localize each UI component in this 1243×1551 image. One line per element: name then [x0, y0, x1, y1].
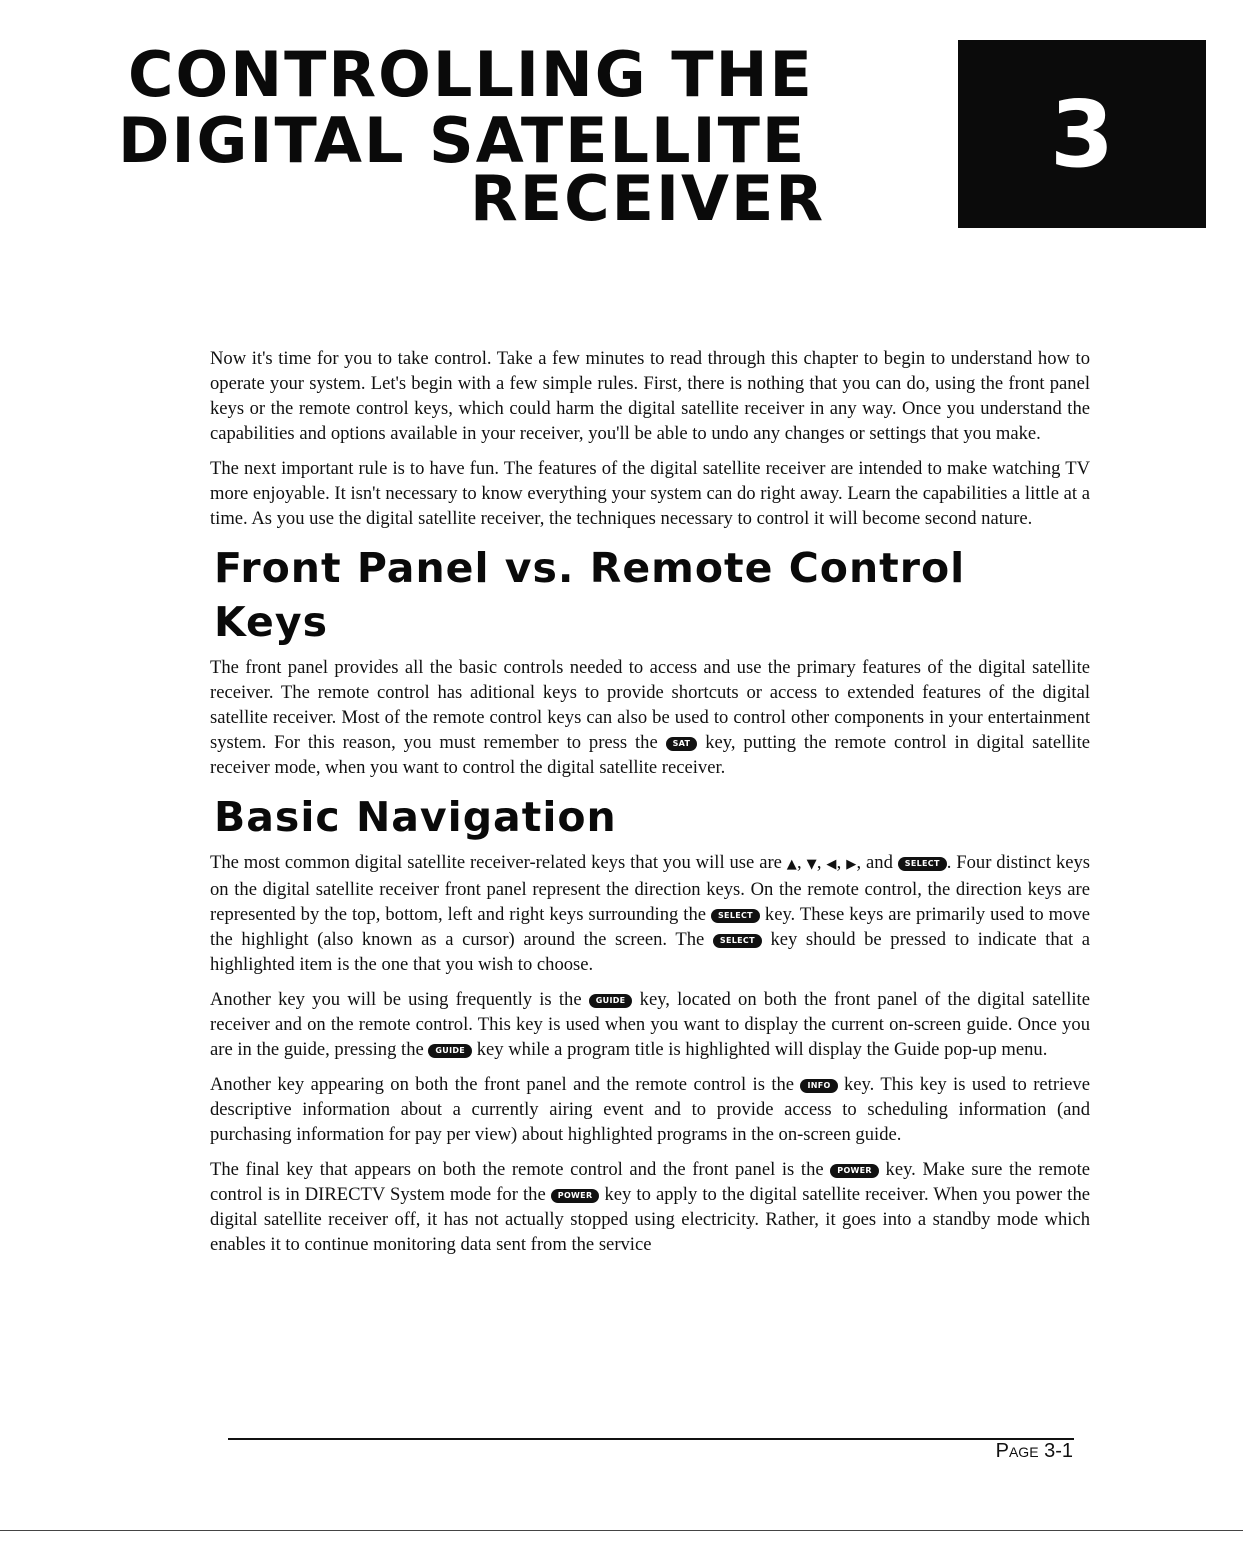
- intro-paragraph-2: The next important rule is to have fun. The features of the digital satellite receiver are intended to make watching TV more enjoyable. It isn't necessary to know everything your system can do right away. Learn the capabilities a little at a time. As you use the digital satellite receiver, the techniques necessary to control it will become second nature.: [210, 458, 1090, 529]
- chapter-number-box: [958, 40, 1206, 228]
- power-key-icon: POWER: [830, 1164, 879, 1178]
- front-panel-paragraph: [210, 655, 1090, 780]
- text-run: key. These keys are primarily used to move the highlight (also known as a cursor) around the screen. The: [210, 904, 1090, 950]
- text-run: key should be pressed to indicate that a highlighted item is the one that you wish to choose.: [210, 929, 1090, 975]
- power-key-icon: POWER: [551, 1189, 600, 1203]
- left-arrow-icon: ◀: [826, 857, 837, 872]
- chapter-title-line-1: CONTROLLING THE: [128, 38, 814, 111]
- page-number: [996, 1440, 1073, 1463]
- chapter-title-line-3: RECEIVER: [470, 162, 826, 235]
- separator: ,: [816, 852, 827, 873]
- text-run: . Four distinct keys on the digital satellite receiver front panel represent the direction keys. On the remote control, the direction keys are represented by the top, bottom, left and right keys surrounding the: [210, 852, 1091, 925]
- scan-edge-line: [0, 1530, 1243, 1531]
- text-run: key, putting the remote control in digital satellite receiver mode, when you want to control the digital satellite receiver.: [210, 732, 1090, 778]
- section-heading-basic-navigation: Basic Navigation: [214, 793, 617, 841]
- text-run: Another key you will be using frequently is the: [210, 989, 582, 1010]
- separator: ,: [797, 852, 807, 873]
- text-run: The final key that appears on both the remote control and the front panel is the: [210, 1159, 824, 1180]
- down-arrow-icon: ▼: [806, 857, 817, 872]
- footer-divider: [228, 1438, 1074, 1440]
- right-arrow-icon: ▶: [846, 857, 857, 872]
- up-arrow-icon: ▲: [786, 857, 798, 872]
- navigation-paragraph-3: [210, 1072, 1090, 1147]
- text-run: The front panel provides all the basic controls needed to access and use the primary features of the digital satellite receiver. The remote control has aditional keys to provide shortcuts or access to extended features of the digital satellite receiver. Most of the remote control keys can also be used to control other components in your entertainment system. For this reason, you must remember to press the: [210, 657, 1090, 753]
- chapter-number: 3: [1049, 80, 1114, 188]
- separator: ,: [836, 852, 847, 873]
- page-word: Page: [995, 1440, 1039, 1462]
- navigation-paragraph-4: [210, 1157, 1090, 1257]
- text-run: The most common digital satellite receiver-related keys that you will use are: [210, 852, 782, 873]
- section-heading-front-panel: Front Panel vs. Remote Control Keys: [214, 544, 966, 646]
- text-run: , and: [856, 852, 893, 873]
- info-key-icon: INFO: [800, 1079, 837, 1093]
- text-run: key to apply to the digital satellite receiver. When you power the digital satellite receiver off, it has not actually stopped using electricity. Rather, it goes into a standby mode which enables it to continue monitoring data sent from the service: [210, 1184, 1091, 1255]
- sat-key-icon: SAT: [666, 737, 698, 751]
- select-key-icon: SELECT: [713, 934, 762, 948]
- page-number-value: 3-1: [1044, 1440, 1073, 1462]
- chapter-title-line-2: DIGITAL SATELLITE: [118, 104, 807, 177]
- navigation-paragraph-1: [210, 850, 1090, 977]
- select-key-icon: SELECT: [711, 909, 760, 923]
- text-run: key while a program title is highlighted will display the Guide pop-up menu.: [476, 1039, 1048, 1060]
- select-key-icon: SELECT: [898, 857, 947, 871]
- text-run: key. Make sure the remote control is in DIRECTV System mode for the: [210, 1159, 1090, 1205]
- page-content: [210, 346, 1090, 1267]
- text-run: key. This key is used to retrieve descriptive information about a currently airing event and to provide access to scheduling information (and purchasing information for pay per view) about highlighted programs in the on-screen guide.: [210, 1074, 1090, 1145]
- text-run: key, located on both the front panel of the digital satellite receiver and on the remote control. This key is used when you want to display the current on-screen guide. Once you are in the guide, pressing the: [210, 989, 1090, 1060]
- guide-key-icon: GUIDE: [589, 994, 633, 1008]
- guide-key-icon: GUIDE: [428, 1044, 472, 1058]
- intro-paragraph-1: Now it's time for you to take control. Take a few minutes to read through this chapter to begin to understand how to operate your system. Let's begin with a few simple rules. First, there is nothing that you can do, using the front panel keys or the remote control keys, which could harm the digital satellite receiver in any way. Once you understand the capabilities and options available in your receiver, you'll be able to undo any changes or settings that you make.: [210, 348, 1090, 444]
- text-run: Another key appearing on both the front panel and the remote control is the: [210, 1074, 795, 1095]
- navigation-paragraph-2: [210, 987, 1090, 1062]
